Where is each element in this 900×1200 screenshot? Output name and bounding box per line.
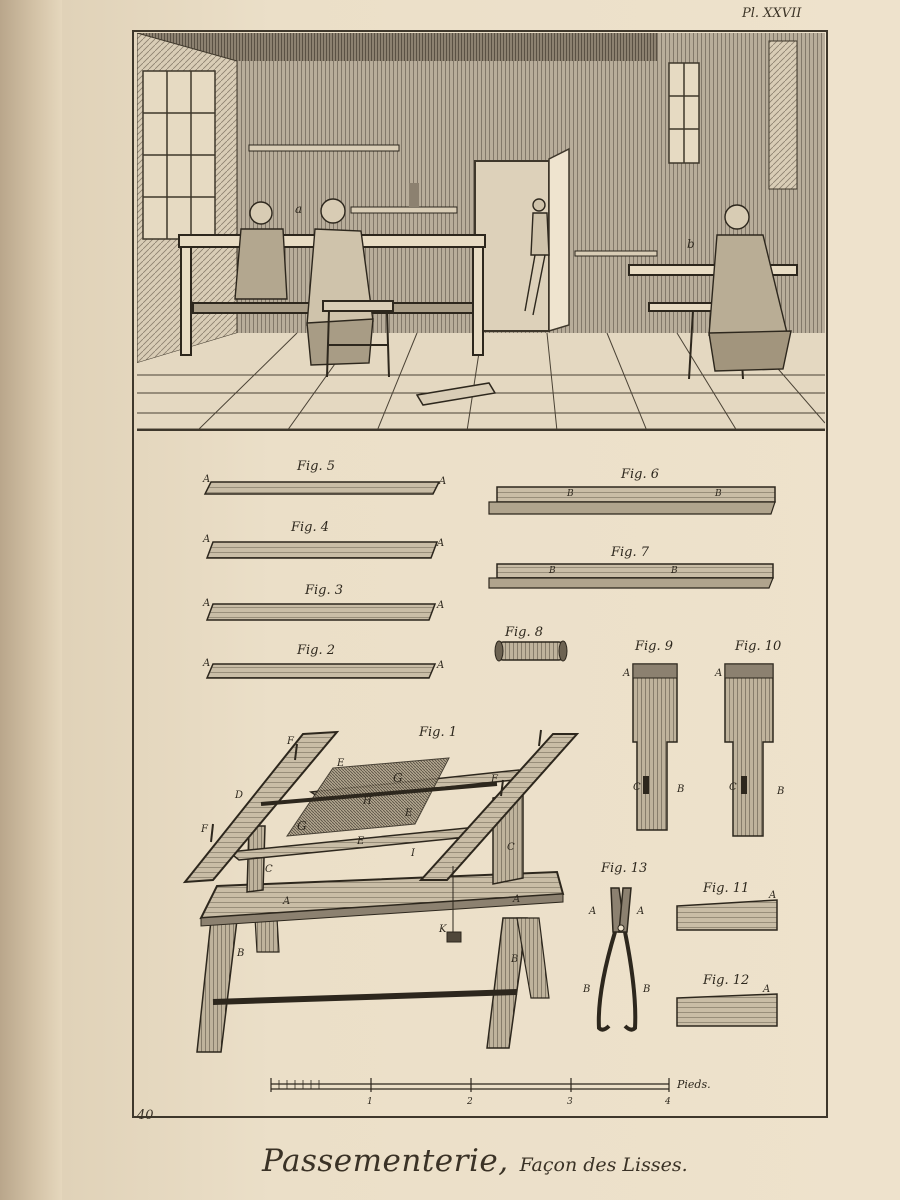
fig-1-frame-bench <box>185 725 577 1052</box>
fig-3-label: Fig. 3 <box>305 583 344 598</box>
fig-1-letter-c-left: C <box>265 864 273 875</box>
fig-9-letter-c: C <box>633 782 641 793</box>
fig-2-letter-a-right: A <box>437 660 445 671</box>
fig-6-letter-b-right: B <box>715 489 722 499</box>
fig-3-letter-a-right: A <box>437 600 445 611</box>
vignette-letter-b: b <box>687 237 695 251</box>
fig-9-letter-a: A <box>623 668 631 679</box>
fig-11-label: Fig. 11 <box>703 881 750 896</box>
fig-12-wedge <box>677 973 777 1026</box>
fig-10-letter-c: C <box>729 782 737 793</box>
scale-tick-2: 2 <box>467 1097 473 1107</box>
fig-13-letter-a-left: A <box>589 906 597 917</box>
fig-7-letter-b-right: B <box>671 566 678 576</box>
fig-1-letter-b-right: B <box>511 954 519 965</box>
fig-13-letter-b-right: B <box>643 984 651 995</box>
fig-13-label: Fig. 13 <box>601 861 648 876</box>
fig-1-letter-b-left: B <box>237 948 245 959</box>
fig-13-letter-a-right: A <box>637 906 645 917</box>
fig-4-label: Fig. 4 <box>291 520 330 535</box>
fig-3-letter-a-left: A <box>203 598 211 609</box>
fig-9-letter-b: B <box>677 784 685 795</box>
fig-1-letter-e-mid: E <box>405 808 413 819</box>
fig-10-block <box>714 639 784 836</box>
fig-2-label: Fig. 2 <box>297 643 336 658</box>
fig-1-letter-h: H <box>363 796 372 807</box>
book-gutter <box>0 0 62 1200</box>
fig-1-letter-g-bottom: G <box>297 819 307 833</box>
fig-5-label: Fig. 5 <box>297 459 336 474</box>
page-number: 40 <box>137 1108 154 1123</box>
fig-4-letter-a-left: A <box>203 534 211 545</box>
fig-13-letter-b-left: B <box>583 984 591 995</box>
fig-1-letter-d: D <box>235 790 244 801</box>
right-window <box>669 63 699 163</box>
fig-1-letter-c-right: C <box>507 842 515 853</box>
fig-7-bar <box>489 545 773 588</box>
fig-13-tongs <box>582 861 650 1030</box>
scale-bar <box>271 1078 711 1107</box>
fig-2-letter-a-left: A <box>203 658 211 669</box>
scale-unit: Pieds. <box>677 1078 711 1091</box>
fig-1-letter-e-top: E <box>337 758 345 769</box>
scale-tick-3: 3 <box>567 1097 573 1107</box>
fig-10-letter-a: A <box>715 668 723 679</box>
title-main: Passementerie, <box>262 1143 509 1179</box>
fig-10-label: Fig. 10 <box>735 639 782 654</box>
fig-10-letter-b: B <box>777 786 785 797</box>
workshop-vignette <box>137 33 825 431</box>
fig-1-label: Fig. 1 <box>419 725 458 740</box>
fig-12-letter-a: A <box>763 984 771 995</box>
fig-9-block <box>622 639 684 830</box>
fig-6-bar <box>489 467 775 514</box>
title-subtitle: Façon des Lisses. <box>519 1154 688 1176</box>
scale-tick-4: 4 <box>665 1097 671 1107</box>
left-window <box>143 71 215 239</box>
fig-1-letter-f-left: F <box>201 824 208 835</box>
fig-4-letter-a-right: A <box>437 538 445 549</box>
fig-12-label: Fig. 12 <box>703 973 750 988</box>
fig-6-label: Fig. 6 <box>621 467 660 482</box>
fig-1-letter-a-right: A <box>513 894 521 905</box>
fig-1-letter-a-left: A <box>283 896 291 907</box>
fig-2-bar <box>202 643 444 678</box>
fig-7-letter-b-left: B <box>549 566 556 576</box>
plate-number: Pl. XXVII <box>742 6 802 21</box>
workshop-scene <box>137 33 825 431</box>
vignette-letter-a: a <box>295 202 303 216</box>
fig-5-letter-a-left: A <box>203 474 211 485</box>
figures-drawing <box>137 432 825 1116</box>
fig-1-letter-i: I <box>411 848 415 859</box>
fig-6-letter-b-left: B <box>567 489 574 499</box>
fig-8-spool <box>495 625 567 661</box>
fig-1-letter-g-top: G <box>393 771 403 785</box>
fig-5-letter-a-right: A <box>439 476 447 487</box>
figures-panel <box>137 432 825 1116</box>
plate-title <box>262 1143 688 1179</box>
fig-1-letter-k: K <box>439 924 447 935</box>
fig-1-letter-f-top: F <box>287 736 294 747</box>
fig-1-letter-f-right: F <box>491 774 498 785</box>
fig-1-letter-e-bottom: E <box>357 836 365 847</box>
fig-8-label: Fig. 8 <box>505 625 544 640</box>
fig-5-bar <box>202 459 446 494</box>
fig-11-letter-a: A <box>769 890 777 901</box>
fig-9-label: Fig. 9 <box>635 639 674 654</box>
fig-3-bar <box>202 583 444 620</box>
fig-4-bar <box>202 520 444 558</box>
fig-11-wedge <box>677 881 777 930</box>
scale-tick-1: 1 <box>367 1097 373 1107</box>
fig-7-label: Fig. 7 <box>611 545 650 560</box>
